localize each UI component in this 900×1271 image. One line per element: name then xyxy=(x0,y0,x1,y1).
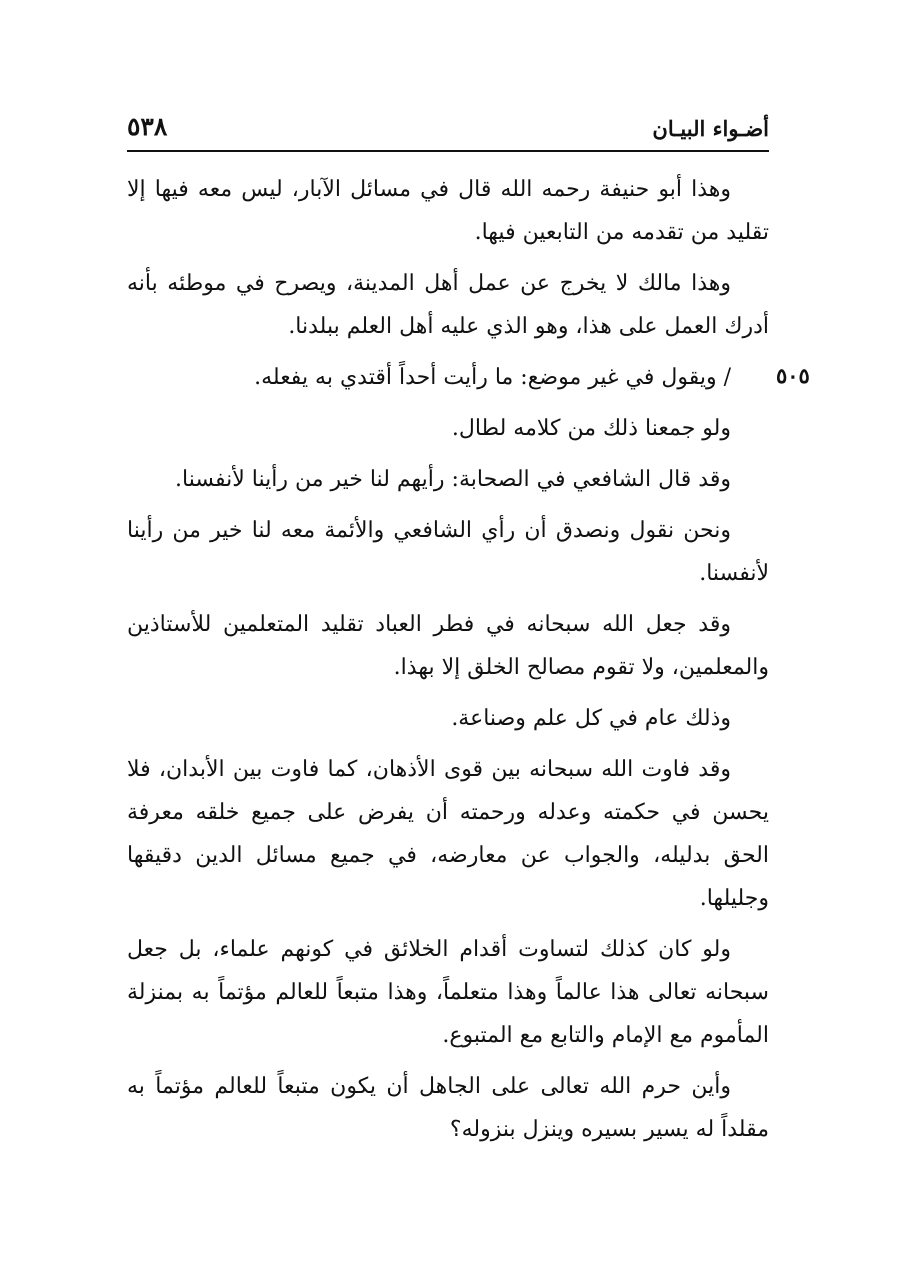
main-text xyxy=(127,168,769,1159)
paragraph: وهذا أبو حنيفة رحمه الله قال في مسائل الآبار، ليس معه فيها إلا تقليد من تقدمه من التابعين فيها. xyxy=(127,177,769,245)
paragraph: ولو جمعنا ذلك من كلامه لطال. xyxy=(451,416,731,441)
running-title: أضـواء البيـان xyxy=(652,116,769,141)
paragraph: وقد قال الشافعي في الصحابة: رأيهم لنا خير من رأينا لأنفسنا. xyxy=(175,467,731,492)
paragraph: / ويقول في غير موضع: ما رأيت أحداً أقتدي به يفعله. xyxy=(254,365,731,390)
page-header xyxy=(127,110,769,152)
paragraph: ولو كان كذلك لتساوت أقدام الخلائق في كونهم علماء، بل جعل سبحانه تعالى هذا عالماً وهذا متعلماً، وهذا متبعاً للعالم مؤتماً به بمنزلة المأموم مع الإمام والتابع مع المتبوع. xyxy=(127,937,769,1048)
margin-page-reference: ٥٠٥ xyxy=(776,363,810,388)
paragraph: وقد جعل الله سبحانه في فطر العباد تقليد المتعلمين للأستاذين والمعلمين، ولا تقوم مصالح الخلق إلا بهذا. xyxy=(127,612,769,680)
paragraph: وقد فاوت الله سبحانه بين قوى الأذهان، كما فاوت بين الأبدان، فلا يحسن في حكمته وعدله ورحمته أن يفرض على جميع خلقه معرفة الحق بدليله، والجواب عن معارضه، في جميع مسائل الدين دقيقها وجليلها. xyxy=(127,757,769,911)
paragraph: ونحن نقول ونصدق أن رأي الشافعي والأئمة معه لنا خير من رأينا لأنفسنا. xyxy=(127,518,769,586)
header-rule xyxy=(127,150,769,152)
paragraph: وأين حرم الله تعالى على الجاهل أن يكون متبعاً للعالم مؤتماً به مقلداً له يسير بسيره وينزل بنزوله؟ xyxy=(127,1074,769,1142)
paragraph: وهذا مالك لا يخرج عن عمل أهل المدينة، ويصرح في موطئه بأنه أدرك العمل على هذا، وهو الذي عليه أهل العلم ببلدنا. xyxy=(127,271,769,339)
paragraph: وذلك عام في كل علم وصناعة. xyxy=(451,706,731,731)
page-number: ٥٣٨ xyxy=(127,112,168,141)
